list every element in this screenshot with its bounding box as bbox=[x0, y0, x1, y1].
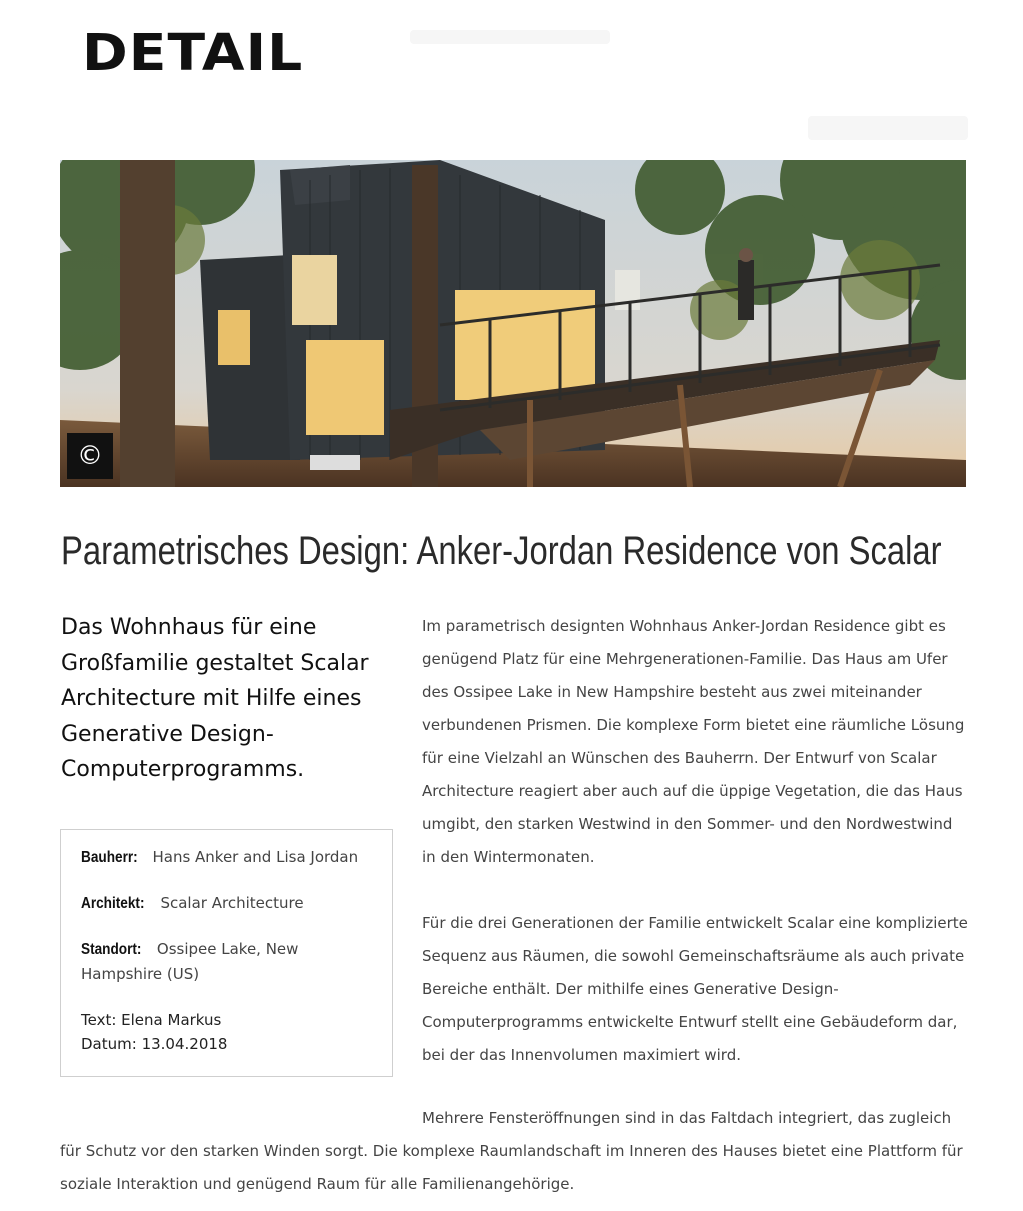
info-architect bbox=[81, 891, 372, 916]
article-lead: Das Wohnhaus für eine Großfamilie gestaltet Scalar Architecture mit Hilfe eines Generative Design-Computerprogramms. bbox=[61, 615, 369, 782]
header-placeholder-bar bbox=[410, 30, 610, 44]
client-label: Bauherr: bbox=[81, 849, 138, 866]
article-body bbox=[422, 610, 970, 1105]
project-info-box bbox=[60, 829, 393, 1077]
header-placeholder-button bbox=[808, 116, 968, 140]
article-title: Parametrisches Design: Anker-Jordan Residence von Scalar bbox=[61, 529, 942, 573]
location-label: Standort: bbox=[81, 941, 142, 958]
info-location bbox=[81, 937, 372, 987]
architect-value: Scalar Architecture bbox=[160, 894, 304, 912]
location-value: Ossipee Lake, New Hampshire (US) bbox=[81, 940, 299, 983]
hero-photo-house bbox=[60, 160, 966, 487]
client-value: Hans Anker and Lisa Jordan bbox=[152, 848, 359, 866]
copyright-icon[interactable]: © bbox=[67, 433, 113, 479]
body-paragraph: Für die drei Generationen der Familie entwickelt Scalar eine komplizierte Sequenz aus Räumen, die sowohl Gemeinschaftsräume als auch private Bereiche enthält. Der mithilfe eines Generative Design-Computerprogramms entwickelte Entwurf stellt eine Gebäudeform dar, bei der das Innenvolumen maximiert wird. bbox=[422, 914, 968, 1064]
hero-image[interactable] bbox=[60, 160, 966, 487]
info-client bbox=[81, 845, 372, 870]
detail-logo[interactable]: DETAIL bbox=[82, 24, 304, 83]
date-line: Datum: 13.04.2018 bbox=[81, 1035, 228, 1053]
body-paragraph: Im parametrisch designten Wohnhaus Anker-Jordan Residence gibt es genügend Platz für eine Mehrgenerationen-Familie. Das Haus am Ufer des Ossipee Lake in New Hampshire besteht aus zwei miteinander verbundenen Prismen. Die komplexe Form bietet eine räumliche Lösung für eine Vielzahl an Wünschen des Bauherrn. Der Entwurf von Scalar Architecture reagiert aber auch auf die üppige Vegetation, die das Haus umgibt, den starken Westwind in den Sommer- und den Nordwestwind in den Wintermonaten. bbox=[422, 617, 965, 866]
author-line: Text: Elena Markus bbox=[81, 1011, 222, 1029]
architect-label: Architekt: bbox=[81, 895, 145, 912]
body-paragraph: Mehrere Fensteröffnungen sind in das Faltdach integriert, das zugleich für Schutz vor den starken Winden sorgt. Die komplexe Raumlandschaft im Inneren des Hauses bietet eine Plattform für soziale Interaktion und genügend Raum für alle Familienangehörige. bbox=[60, 1109, 963, 1193]
